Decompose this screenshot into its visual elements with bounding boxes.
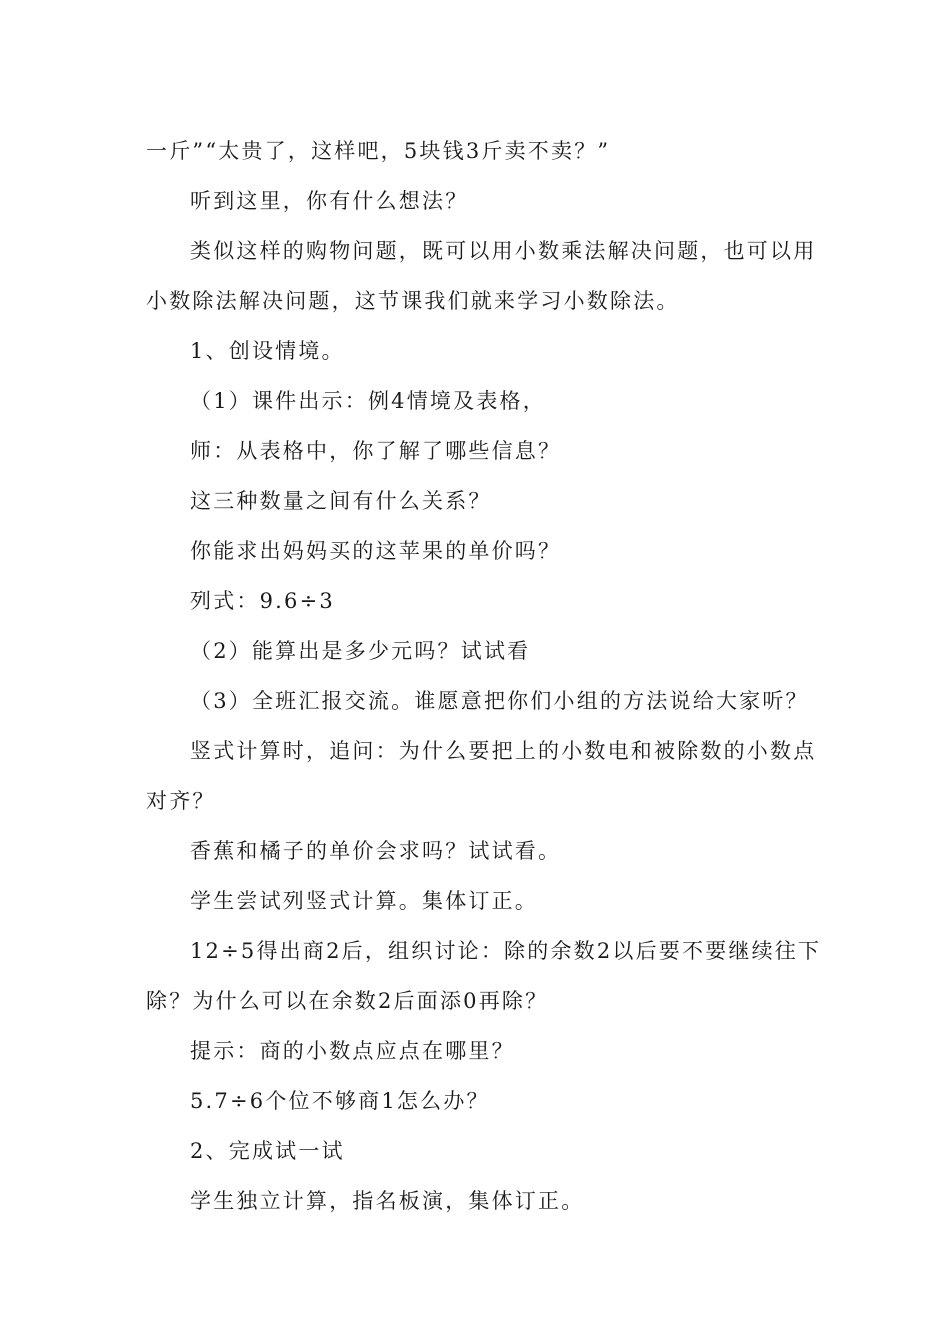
text-line: 对齐？	[146, 789, 216, 813]
text-line: 小数除法解决问题，这节课我们就来学习小数除法。	[146, 289, 680, 313]
text-line: （2）能算出是多少元吗？试试看	[190, 639, 531, 663]
text-line: 列式：9.6÷3	[190, 589, 335, 613]
text-line: 提示：商的小数点应点在哪里？	[190, 1039, 515, 1063]
text-line: 5.7÷6个位不够商1怎么办？	[190, 1089, 490, 1113]
text-line: 一斤”“太贵了，这样吧，5块钱3斤卖不卖？”	[146, 139, 611, 163]
text-line: 这三种数量之间有什么关系？	[190, 489, 492, 513]
text-line: 你能求出妈妈买的这苹果的单价吗？	[190, 539, 562, 563]
text-line: 竖式计算时，追问：为什么要把上的小数电和被除数的小数点	[190, 739, 817, 763]
text-line: 香蕉和橘子的单价会求吗？试试看。	[190, 839, 562, 863]
text-line: 听到这里，你有什么想法？	[190, 189, 469, 213]
text-line: 1、创设情境。	[190, 339, 345, 363]
text-line: 学生独立计算，指名板演，集体订正。	[190, 1189, 585, 1213]
text-line: 除？为什么可以在余数2后面添0再除？	[146, 989, 549, 1013]
text-line: 学生尝试列竖式计算。集体订正。	[190, 889, 538, 913]
text-line: 2、完成试一试	[190, 1139, 345, 1163]
text-line: （1）课件出示：例4情境及表格，	[190, 389, 546, 413]
text-line: （3）全班汇报交流。谁愿意把你们小组的方法说给大家听？	[190, 689, 809, 713]
text-line: 12÷5得出商2后，组织讨论：除的余数2以后要不要继续往下	[190, 939, 822, 963]
text-line: 师：从表格中，你了解了哪些信息？	[190, 439, 562, 463]
text-line: 类似这样的购物问题，既可以用小数乘法解决问题，也可以用	[190, 239, 817, 263]
